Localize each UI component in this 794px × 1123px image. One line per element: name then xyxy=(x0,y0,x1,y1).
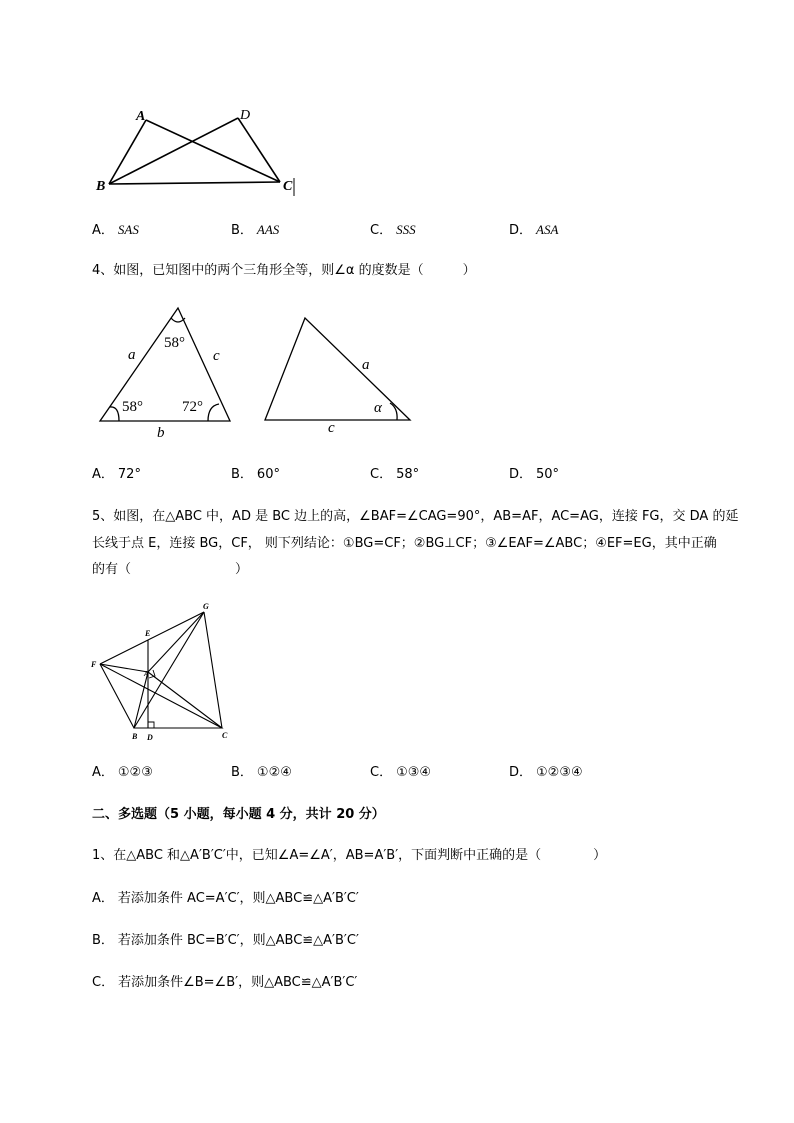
q5-stem-line-1: 5、如图，在△ABC 中，AD 是 BC 边上的高，∠BAF=∠CAG=90°，AB=AF，AC=AG，连接 FG，交 DA 的延 xyxy=(92,509,739,524)
option-letter: B． xyxy=(231,765,253,780)
option-letter: D． xyxy=(509,765,533,780)
label-D: D xyxy=(147,733,153,742)
q4-option-d[interactable] xyxy=(509,466,559,484)
option-letter: A． xyxy=(92,765,114,780)
q4-option-b[interactable] xyxy=(231,466,280,484)
segment-BC xyxy=(109,182,280,184)
label-B: B xyxy=(96,179,106,194)
angle-label-top: 58° xyxy=(164,335,185,351)
option-letter: A． xyxy=(92,891,114,906)
right-angle-mark-D xyxy=(148,722,154,728)
q3-option-a[interactable] xyxy=(92,221,139,240)
angle-label-right: 72° xyxy=(182,399,203,415)
q5-option-b[interactable] xyxy=(231,764,292,782)
side-label-c: c xyxy=(328,420,335,436)
option-letter: B． xyxy=(92,933,114,948)
option-text: SSS xyxy=(396,222,416,237)
label-G: G xyxy=(203,602,209,611)
option-letter: B． xyxy=(231,223,253,238)
option-text: ①②③ xyxy=(117,765,153,780)
triangle-ABC xyxy=(134,672,222,728)
option-text: 若添加条件 BC=B′C′，则△ABC≌△A′B′C′ xyxy=(117,933,359,948)
option-text: 若添加条件∠B=∠B′，则△ABC≌△A′B′C′ xyxy=(118,975,358,990)
section-heading-multiple-choice: 二、多选题（5 小题，每小题 4 分，共计 20 分） xyxy=(92,807,385,822)
option-letter: A． xyxy=(92,467,114,482)
q4-option-a[interactable] xyxy=(92,466,141,484)
q5-stem-line-2: 长线于点 E，连接 BG，CF， 则下列结论：①BG=CF；②BG⊥CF；③∠EAF=∠ABC；④EF=EG，其中正确 xyxy=(92,536,717,551)
option-letter: B． xyxy=(231,467,253,482)
option-text: 58° xyxy=(396,467,420,482)
option-text: 60° xyxy=(256,467,280,482)
q5-option-d[interactable] xyxy=(509,764,583,782)
figure-q4-right-triangle xyxy=(260,308,420,438)
option-letter: C． xyxy=(92,975,115,990)
label-B: B xyxy=(132,732,138,741)
label-D: D xyxy=(240,108,251,123)
option-letter: C． xyxy=(370,223,393,238)
section2-q1-option-b[interactable] xyxy=(92,932,359,950)
side-label-a: a xyxy=(362,357,370,373)
segment-GC xyxy=(204,612,222,728)
angle-arc-left xyxy=(110,407,119,421)
section2-q1-option-c[interactable] xyxy=(92,974,357,992)
option-text: ASA xyxy=(536,222,559,237)
label-C: C xyxy=(283,179,293,194)
label-A: A xyxy=(144,670,149,678)
side-label-c: c xyxy=(213,348,220,364)
option-letter: D． xyxy=(509,223,533,238)
q4-stem: 4、如图，已知图中的两个三角形全等，则∠α 的度数是（ ） xyxy=(92,263,476,278)
q3-option-c[interactable] xyxy=(370,221,416,240)
option-text: ①②③④ xyxy=(536,765,583,780)
segment-FC xyxy=(100,664,222,728)
option-letter: C． xyxy=(370,467,393,482)
option-letter: D． xyxy=(509,467,533,482)
section2-q1-stem: 1、在△ABC 和△A′B′C′中，已知∠A=∠A′，AB=A′B′，下面判断中正确的是（ ） xyxy=(92,848,607,863)
label-E: E xyxy=(145,629,151,638)
option-text: ①②④ xyxy=(256,765,292,780)
q4-option-c[interactable] xyxy=(370,466,419,484)
option-letter: A． xyxy=(92,223,114,238)
q5-stem-line-3: 的有（ ） xyxy=(92,562,249,577)
angle-label-alpha: α xyxy=(374,400,382,416)
segment-AG xyxy=(148,612,204,672)
figure-q5-geometry xyxy=(88,598,238,748)
label-A: A xyxy=(136,109,146,124)
q5-option-c[interactable] xyxy=(370,764,431,782)
figure-q4-left-triangle xyxy=(95,300,240,440)
section2-q1-option-a[interactable] xyxy=(92,890,359,908)
option-text: SAS xyxy=(117,222,139,237)
q5-option-a[interactable] xyxy=(92,764,153,782)
angle-label-left: 58° xyxy=(122,399,143,415)
option-letter: C． xyxy=(370,765,393,780)
figure-crossed-triangles xyxy=(90,100,305,200)
triangle-outline xyxy=(265,318,410,420)
option-text: AAS xyxy=(256,222,280,237)
option-text: 若添加条件 AC=A′C′，则△ABC≌△A′B′C′ xyxy=(117,891,359,906)
q3-option-b[interactable] xyxy=(231,221,279,240)
option-text: ①③④ xyxy=(396,765,432,780)
option-text: 50° xyxy=(536,467,560,482)
label-F: F xyxy=(91,660,97,669)
segment-FB xyxy=(100,664,134,728)
option-text: 72° xyxy=(117,467,141,482)
side-label-b: b xyxy=(157,425,165,441)
triangle-outline xyxy=(100,308,230,421)
label-C: C xyxy=(222,731,228,740)
side-label-a: a xyxy=(128,347,136,363)
q3-option-d[interactable] xyxy=(509,221,558,240)
angle-arc-right xyxy=(208,404,219,421)
